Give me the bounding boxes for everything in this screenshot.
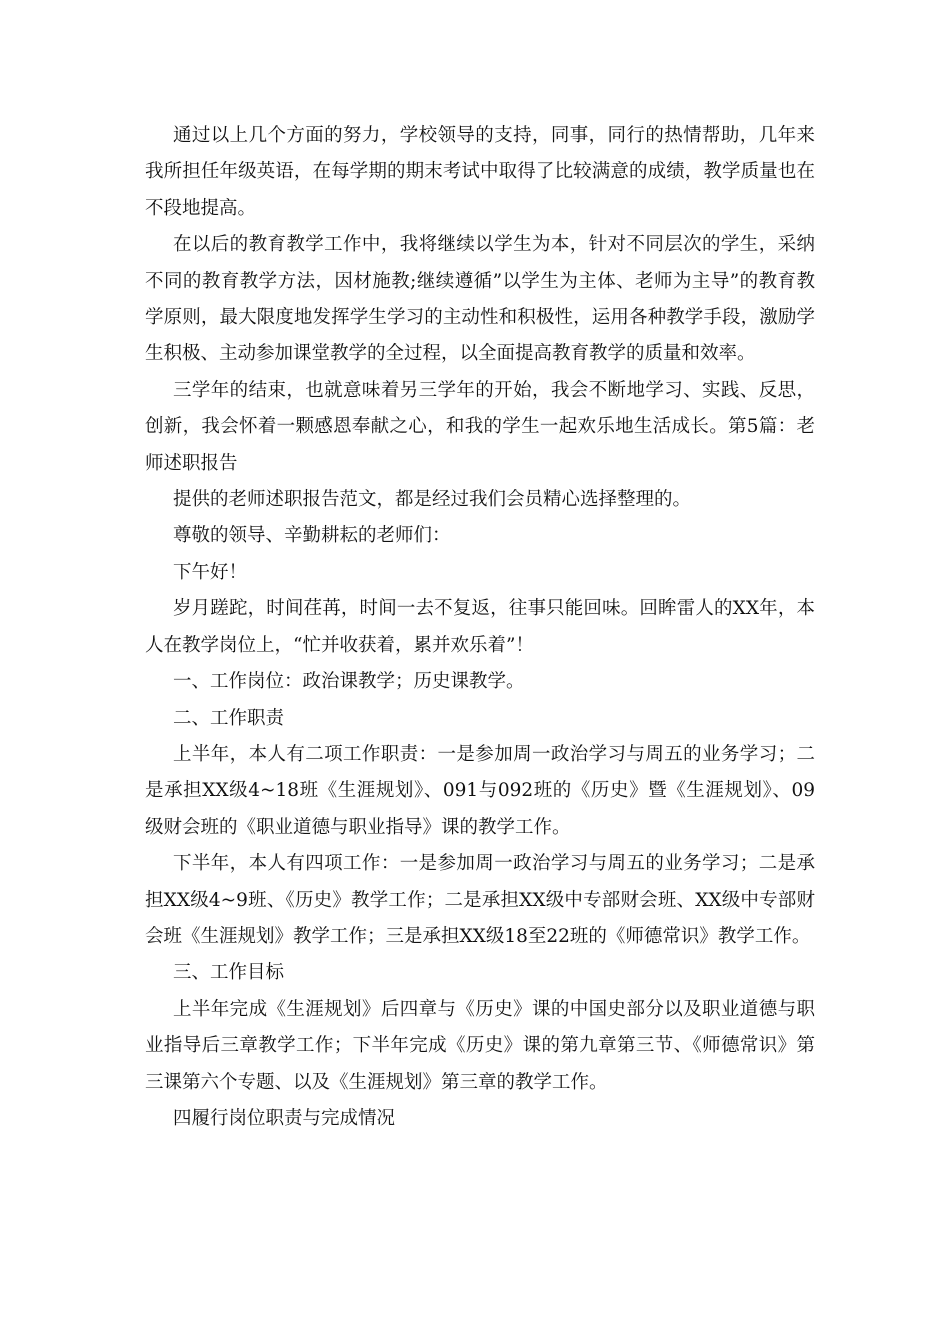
paragraph-second-half-duties: 下半年，本人有四项工作：一是参加周一政治学习与周五的业务学习；二是承担XX级4~9班、《历史》教学工作；二是承担XX级中专部财会班、XX级中专部财会班《生涯规划》教学工作；三是承担XX级18至22班的《师德常识》教学工作。 [145,853,815,947]
section-heading-performance: 四履行岗位职责与完成情况 [173,1107,396,1129]
paragraph-opening: 岁月蹉跎，时间荏苒，时间一去不复返，往事只能回味。回眸雷人的XX年，本人在教学岗位上，“忙并收获着，累并欢乐着”！ [145,598,815,656]
paragraph-goals: 上半年完成《生涯规划》后四章与《历史》课的中国史部分以及职业道德与职业指导后三章教学工作；下半年完成《历史》课的第九章第三节、《师德常识》第三课第六个专题、以及《生涯规划》第三章的教学工作。 [145,998,815,1093]
paragraph-source-note: 提供的老师述职报告范文，都是经过我们会员精心选择整理的。 [173,489,692,511]
paragraph-salutation: 尊敬的领导、辛勤耕耘的老师们： [173,525,451,547]
document-body [145,118,815,1137]
section-heading-job-post: 一、工作岗位：政治课教学；历史课教学。 [173,671,525,693]
paragraph-greeting: 下午好！ [173,561,248,583]
paragraph-first-half-duties: 上半年，本人有二项工作职责：一是参加周一政治学习与周五的业务学习；二是承担XX级4~18班《生涯规划》、091与092班的《历史》暨《生涯规划》、09级财会班的《职业道德与职业指导》课的教学工作。 [145,743,815,838]
paragraph-year-end: 三学年的结束，也就意味着另三学年的开始，我会不断地学习、实践、反思，创新，我会怀着一颗感恩奉献之心，和我的学生一起欢乐地生活成长。第5篇：老师述职报告 [145,379,815,474]
section-heading-goals: 三、工作目标 [173,962,285,984]
section-heading-duties: 二、工作职责 [173,707,285,729]
paragraph-efforts-summary: 通过以上几个方面的努力，学校领导的支持，同事，同行的热情帮助，几年来我所担任年级英语，在每学期的期末考试中取得了比较满意的成绩，教学质量也在不段地提高。 [145,125,815,219]
paragraph-future-work: 在以后的教育教学工作中，我将继续以学生为本，针对不同层次的学生，采纳不同的教育教学方法，因材施教;继续遵循”以学生为主体、老师为主导”的教育教学原则，最大限度地发挥学生学习的主动性和积极性，运用各种教学手段，激励学生积极、主动参加课堂教学的全过程，以全面提高教育教学的质量和效率。 [145,234,815,365]
